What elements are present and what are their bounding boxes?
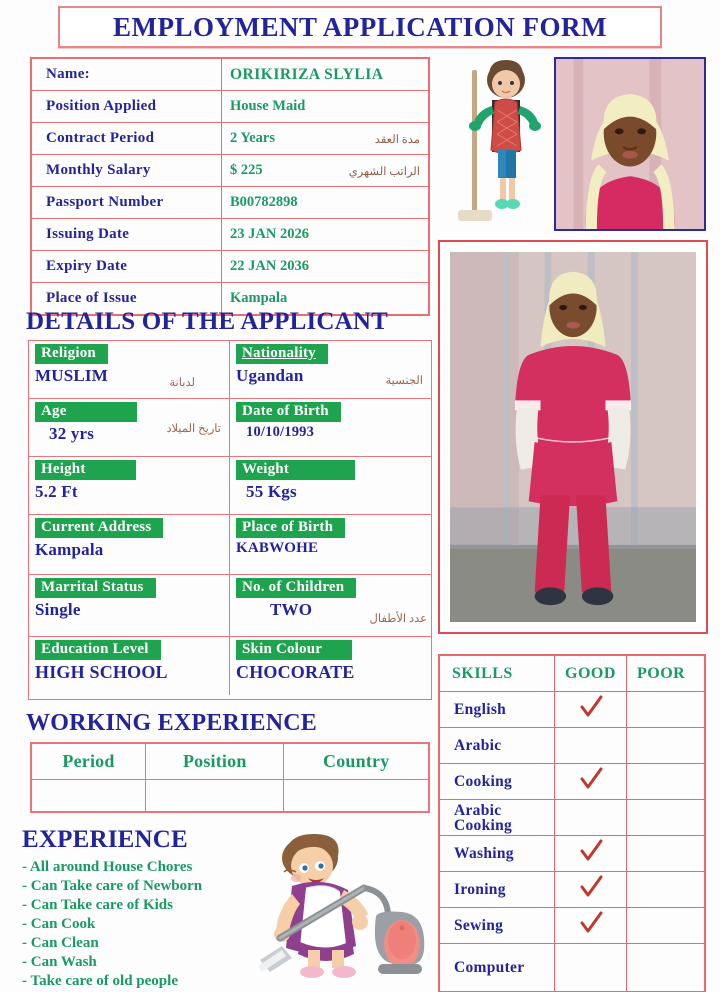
table-row [440,908,705,944]
cell-country [284,780,429,812]
column-header-position: Position [146,744,284,780]
table-row [32,187,429,219]
maid-with-broom-illustration [440,50,546,230]
detail-label: Marrital Status [35,578,156,598]
list-item: - Can Take care of Kids [22,897,173,913]
table-row [440,872,705,908]
table-row [440,728,705,764]
column-header-poor: POOR [627,656,705,692]
check-icon [578,694,604,720]
details-row [29,637,431,695]
table-row [32,91,429,123]
list-item: - Can Cook [22,916,96,932]
table-header-row [440,656,705,692]
cell-period [32,780,146,812]
table-row [32,780,429,812]
arabic-label: مدة العقد [374,133,420,146]
field-label-monthly-salary: Monthly Salary [32,155,222,187]
applicant-summary-body [32,59,429,315]
check-icon [578,910,604,936]
list-item: - Can Wash [22,954,97,970]
field-value-monthly-salary [222,155,429,187]
value-text: $ 225 [230,162,263,178]
details-row [29,575,431,637]
column-header-good: GOOD [555,656,627,692]
skill-good-arabic-cooking[interactable] [555,800,627,836]
skill-name-cooking: Cooking [440,764,555,800]
arabic-label: الراتب الشهري [348,165,420,178]
value-text: B00782898 [230,194,298,210]
detail-value: 5.2 Ft [35,481,78,501]
skill-name-sewing: Sewing [440,908,555,944]
skill-name-ironing: Ironing [440,872,555,908]
table-row [32,123,429,155]
details-section-heading: DETAILS OF THE APPLICANT [26,308,389,335]
applicant-portrait-photo [554,57,706,231]
column-header-period: Period [32,744,146,780]
detail-value: TWO [270,599,313,619]
applicant-summary-table [30,57,430,316]
details-row [29,515,431,575]
detail-label: Age [35,402,137,422]
working-experience-heading: WORKING EXPERIENCE [26,710,317,736]
table-row [32,219,429,251]
table-row [440,764,705,800]
arabic-label: تاريخ الميلاد [166,423,221,435]
field-value-position [222,91,429,123]
detail-value: 32 yrs [49,423,95,443]
detail-marital-status [29,575,230,636]
field-label-passport-number: Passport Number [32,187,222,219]
faded-entry [146,792,283,800]
value-text: 2 Years [230,130,275,146]
detail-label: Current Address [35,518,163,538]
field-label-name: Name: [32,59,222,91]
field-value-expiry-date [222,251,429,283]
field-value-issuing-date [222,219,429,251]
detail-value: HIGH SCHOOL [35,661,168,682]
detail-education-level [29,637,230,695]
detail-label: Place of Birth [236,518,345,538]
list-item: - Can Take care of Newborn [22,878,203,894]
details-row [29,341,431,399]
skill-poor-washing[interactable] [627,836,705,872]
skill-name-arabic-cooking: Arabic Cooking [440,800,555,836]
arabic-label: عدد الأطفال [369,613,427,625]
detail-label: Nationality [236,344,328,364]
skills-table [438,654,706,992]
column-header-country: Country [284,744,429,780]
table-row [440,836,705,872]
detail-value: MUSLIM [35,365,108,385]
skill-good-arabic[interactable] [555,728,627,764]
list-item: - Can Clean [22,935,99,951]
skill-name-english: English [440,692,555,728]
detail-label: Religion [35,344,108,364]
list-item: - Take care of old people [22,973,178,989]
detail-value: Ugandan [236,365,304,385]
detail-label: Date of Birth [236,402,341,422]
field-value-name [222,59,429,91]
skill-poor-arabic[interactable] [627,728,705,764]
detail-value: Single [35,599,81,619]
detail-number-of-children [230,575,431,636]
skill-good-washing[interactable] [555,836,627,872]
cell-position [146,780,284,812]
table-row [32,155,429,187]
form-title-box [58,6,662,48]
skill-poor-cooking[interactable] [627,764,705,800]
check-icon [578,838,604,864]
value-text: House Maid [230,98,306,114]
working-experience-table [30,742,430,813]
experience-heading: EXPERIENCE [22,826,188,853]
table-row [440,800,705,836]
detail-value: CHOCORATE [236,661,355,682]
applicant-fullbody-photo [450,252,696,622]
value-text: Kampala [230,290,288,306]
detail-value: 10/10/1993 [246,423,315,440]
column-header-skills: SKILLS [440,656,555,692]
detail-weight [230,457,431,514]
details-row [29,457,431,515]
detail-nationality [230,341,431,398]
applicant-details-grid [28,340,432,700]
check-icon [578,874,604,900]
details-row [29,399,431,457]
field-label-place-of-issue: Place of Issue [32,283,222,315]
field-label-contract-period: Contract Period [32,123,222,155]
value-text: 23 JAN 2026 [230,226,309,242]
detail-label: Height [35,460,136,480]
skill-name-washing: Washing [440,836,555,872]
field-label-expiry-date: Expiry Date [32,251,222,283]
skills-body [440,692,705,992]
experience-list [22,858,272,991]
detail-date-of-birth [230,399,431,456]
field-value-passport-number [222,187,429,219]
check-icon [578,766,604,792]
faded-entry [284,792,428,800]
table-row [440,692,705,728]
table-row [32,59,429,91]
skill-poor-sewing[interactable] [627,908,705,944]
arabic-label: لدبانة [169,377,195,389]
skill-good-ironing[interactable] [555,872,627,908]
value-text: ORIKIRIZA SLYLIA [230,65,384,83]
detail-value: 55 Kgs [246,481,297,501]
detail-skin-colour [230,637,431,695]
detail-age [29,399,230,456]
value-text: 22 JAN 2036 [230,258,309,274]
page-title: EMPLOYMENT APPLICATION FORM [112,11,607,42]
skill-poor-ironing[interactable] [627,872,705,908]
faded-entry [32,792,145,800]
detail-label: Education Level [35,640,161,660]
detail-label: Skin Colour [236,640,352,660]
table-header-row [32,744,429,780]
detail-place-of-birth [230,515,431,574]
field-value-contract-period [222,123,429,155]
skill-name-arabic: Arabic [440,728,555,764]
detail-label: No. of Children [236,578,356,598]
list-item: - All around House Chores [22,859,193,875]
skill-poor-english[interactable] [627,692,705,728]
detail-current-address [29,515,230,574]
applicant-fullbody-photo-frame [438,240,708,634]
field-label-issuing-date: Issuing Date [32,219,222,251]
skill-name-computer: Computer [440,944,555,992]
maid-vacuuming-illustration [252,832,432,988]
detail-height [29,457,230,514]
skill-poor-computer[interactable] [627,944,705,992]
arabic-label: الجنسية [385,375,423,387]
table-row [440,944,705,992]
detail-religion [29,341,230,398]
skill-good-sewing[interactable] [555,908,627,944]
skill-good-cooking[interactable] [555,764,627,800]
table-row [32,251,429,283]
field-label-position: Position Applied [32,91,222,123]
skill-good-computer[interactable] [555,944,627,992]
detail-value: KABWOHE [236,539,319,556]
skill-good-english[interactable] [555,692,627,728]
skill-poor-arabic-cooking[interactable] [627,800,705,836]
detail-label: Weight [236,460,355,480]
detail-value: Kampala [35,539,104,559]
